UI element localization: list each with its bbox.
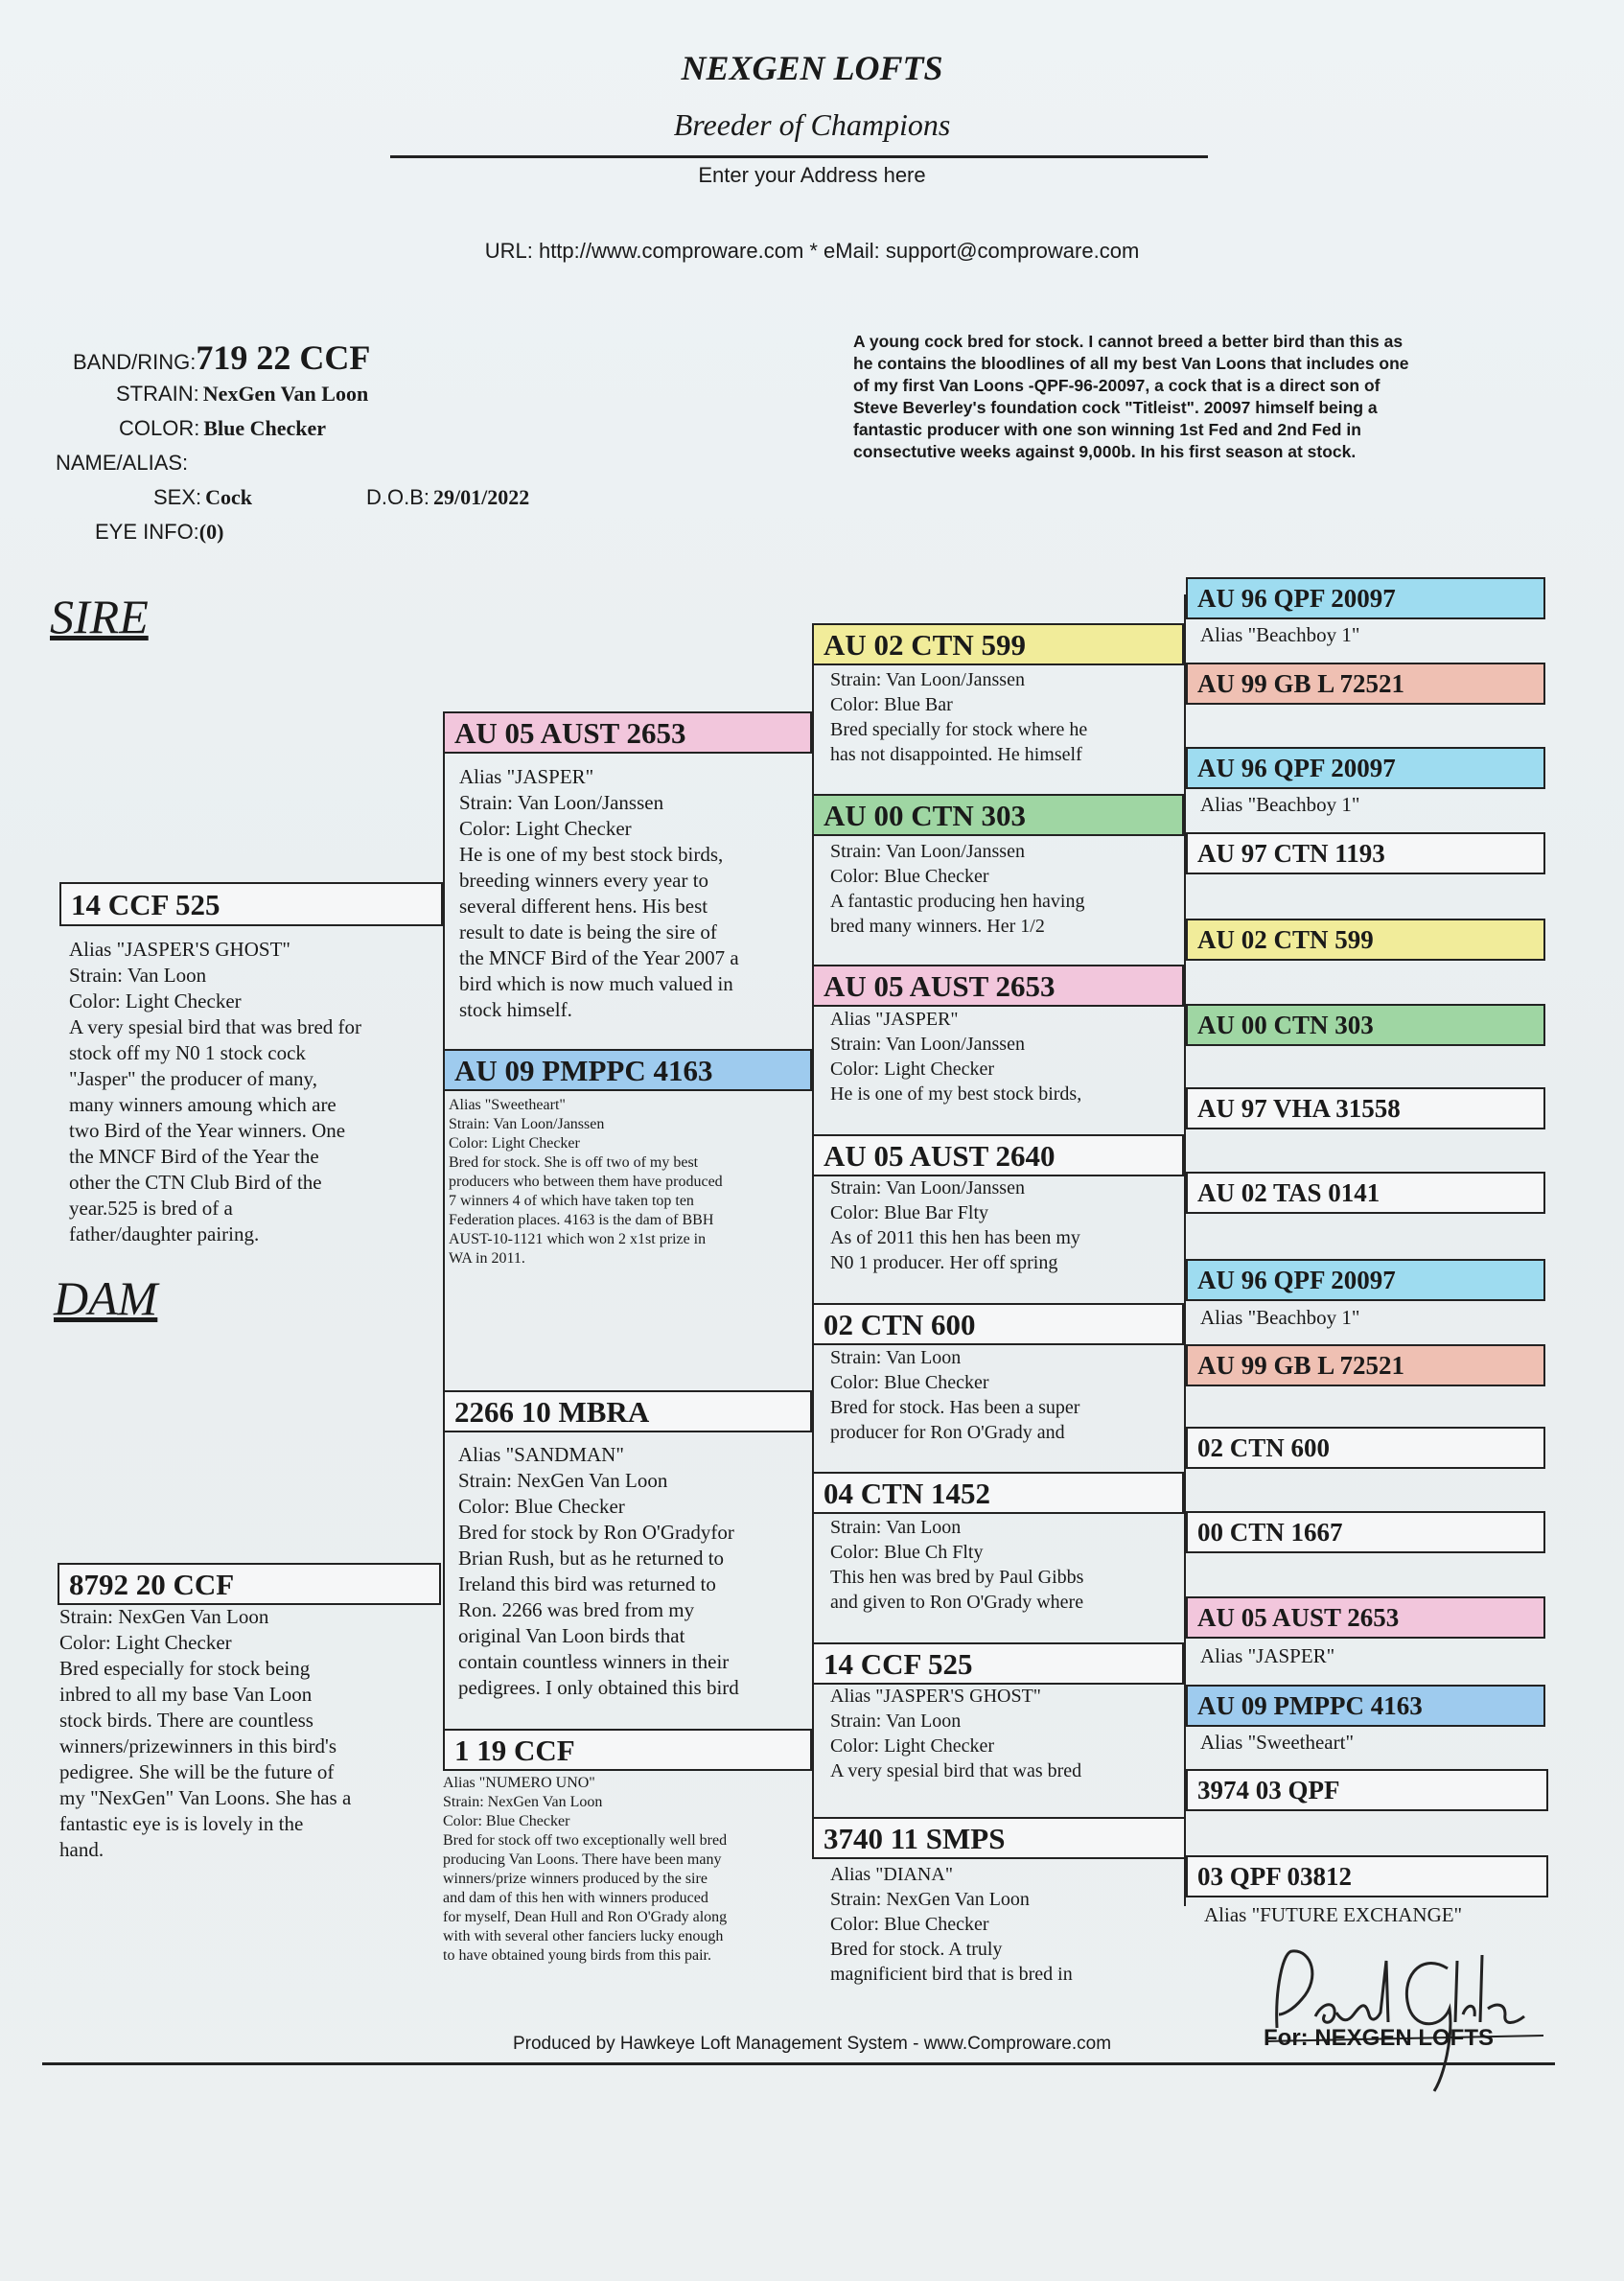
for-loft: For: NEXGEN LOFTS [1264, 2025, 1494, 2051]
sex-value: Cock [205, 485, 253, 509]
dob-row [366, 485, 529, 510]
g4-band-7: AU 97 VHA 31558 [1186, 1087, 1545, 1129]
alias-row [56, 451, 188, 476]
g2-dam-dam-band: 1 19 CCF [443, 1729, 812, 1771]
loft-subtitle: Breeder of Champions [673, 107, 951, 142]
g2-sire-dam-band: AU 09 PMPPC 4163 [443, 1049, 812, 1091]
loft-contact: URL: http://www.comproware.com * eMail: support@comproware.com [484, 239, 1140, 263]
g4-alias-3: Alias "Beachboy 1" [1200, 793, 1360, 816]
g2-dam-sire-band: 2266 10 MBRA [443, 1390, 812, 1432]
signature-image [1265, 1922, 1553, 2095]
g4-alias-14: Alias "Sweetheart" [1200, 1731, 1355, 1754]
loft-address: Enter your Address here [698, 163, 926, 187]
sex-row [153, 485, 252, 510]
g3-info-7: Alias "JASPER'S GHOST" Strain: Van Loon Color: Light Checker A very spesial bird that was bred [830, 1686, 1082, 1781]
g4-band-13: AU 05 AUST 2653 [1186, 1596, 1545, 1639]
color-label: COLOR: [119, 416, 200, 440]
g4-band-9: AU 96 QPF 20097 [1186, 1259, 1545, 1301]
band-row [73, 337, 370, 378]
g4-band-1: AU 96 QPF 20097 [1186, 577, 1545, 619]
dob-value: 29/01/2022 [433, 485, 530, 509]
g2-dam-dam-info: Alias "NUMERO UNO" Strain: NexGen Van Loon Color: Blue Checker Bred for stock off two exceptionally well bred producing Van Loons. There have been many winners/prize winners produced by the sire and dam of this hen with winners produced for myself, Dean Hull and Ron O'Grady along with with several other fanciers lucky enough to have obtained young birds from this pair. [443, 1775, 728, 1964]
strain-row [116, 382, 368, 407]
band-label: BAND/RING: [73, 350, 197, 374]
g3-info-2: Strain: Van Loon/Janssen Color: Blue Checker A fantastic producing hen having bred many winners. Her 1/2 [830, 841, 1085, 937]
dob-label: D.O.B: [366, 485, 430, 509]
header-divider [390, 155, 1208, 158]
g3-band-8: 3740 11 SMPS [812, 1817, 1186, 1859]
g3-band-3: AU 05 AUST 2653 [812, 965, 1184, 1007]
g3-info-4: Strain: Van Loon/Janssen Color: Blue Bar Flty As of 2011 this hen has been my N0 1 producer. Her off spring [830, 1177, 1080, 1273]
sire-info: Alias "JASPER'S GHOST" Strain: Van Loon Color: Light Checker A very spesial bird that was bred for stock off my N0 1 stock cock "Jasper" the producer of many, many winners amoung which are two Bird of the Year winners. One the MNCF Bird of the Year the other the CTN Club Bird of the year.525 is bred of a father/daughter pairing. [69, 938, 362, 1245]
g2-sire-sire-band: AU 05 AUST 2653 [443, 711, 812, 754]
g3-band-2: AU 00 CTN 303 [812, 794, 1184, 836]
g4-band-16: 03 QPF 03812 [1186, 1855, 1548, 1897]
g4-band-10: AU 99 GB L 72521 [1186, 1344, 1545, 1386]
alias-label: NAME/ALIAS: [56, 451, 189, 475]
color-row [119, 416, 326, 441]
g2-sire-sire-info: Alias "JASPER" Strain: Van Loon/Janssen Color: Light Checker He is one of my best stock birds, breeding winners every year to several different hens. His best result to date is being the sire of the MNCF Bird of the Year 2007 a bird which is now much valued in stock himself. [459, 765, 739, 1021]
g3-band-6: 04 CTN 1452 [812, 1472, 1184, 1514]
g3-info-8: Alias "DIANA" Strain: NexGen Van Loon Color: Blue Checker Bred for stock. A truly magnificient bird that is bred in [830, 1864, 1073, 1985]
g3-info-3: Alias "JASPER" Strain: Van Loon/Janssen Color: Light Checker He is one of my best stock birds, [830, 1009, 1082, 1105]
dam-heading: DAM [54, 1271, 158, 1325]
g4-band-14: AU 09 PMPPC 4163 [1186, 1685, 1545, 1727]
strain-label: STRAIN: [116, 382, 199, 406]
sire-heading: SIRE [50, 590, 149, 643]
g3-info-5: Strain: Van Loon Color: Blue Checker Bred for stock. Has been a super producer for Ron O'Grady and [830, 1347, 1080, 1443]
g3-band-5: 02 CTN 600 [812, 1303, 1184, 1345]
sex-label: SEX: [153, 485, 202, 509]
g4-band-2: AU 99 GB L 72521 [1186, 663, 1545, 705]
footer-divider [42, 2062, 1555, 2065]
g4-alias-13: Alias "JASPER" [1200, 1644, 1335, 1667]
g3-band-4: AU 05 AUST 2640 [812, 1134, 1184, 1176]
g3-band-1: AU 02 CTN 599 [812, 623, 1184, 665]
g2-dam-sire-info: Alias "SANDMAN" Strain: NexGen Van Loon Color: Blue Checker Bred for stock by Ron O'Gradyfor Brian Rush, but as he returned to Ireland this bird was returned to Ron. 2266 was bred from my original Van Loon birds that contain countless winners in their pedigrees. I only obtained this bird [458, 1443, 739, 1699]
bird-description: A young cock bred for stock. I cannot breed a better bird than this as he contains the bloodlines of all my best Van Loons that includes one of my first Van Loons -QPF-96-20097, a cock that is a direct son of Steve Beverley's foundation cock "Titleist". 20097 himself being a fantastic producer with one son winning 1st Fed and 2nd Fed in consectutive weeks against 9,000b. In his first season at stock. [853, 332, 1409, 461]
eye-value: (0) [198, 520, 224, 544]
produced-by: Produced by Hawkeye Loft Management System - www.Comproware.com [512, 2034, 1112, 2054]
g4-band-8: AU 02 TAS 0141 [1186, 1172, 1545, 1214]
g4-band-15: 3974 03 QPF [1186, 1769, 1548, 1811]
g4-band-3: AU 96 QPF 20097 [1186, 747, 1545, 789]
g4-alias-16: Alias "FUTURE EXCHANGE" [1204, 1903, 1463, 1926]
strain-value: NexGen Van Loon [202, 382, 369, 406]
sire-band: 14 CCF 525 [59, 882, 443, 926]
g4-band-6: AU 00 CTN 303 [1186, 1004, 1545, 1046]
dam-band: 8792 20 CCF [58, 1563, 441, 1605]
color-value: Blue Checker [203, 416, 327, 440]
g2-sire-dam-info: Alias "Sweetheart" Strain: Van Loon/Janssen Color: Light Checker Bred for stock. She is off two of my best producers who between them have produced 7 winners 4 of which have taken top ten Federation places. 4163 is the dam of BBH AUST-10-1121 which won 2 x1st prize in WA in 2011. [449, 1097, 723, 1267]
band-value: 719 22 CCF [196, 338, 371, 377]
dam-info: Strain: NexGen Van Loon Color: Light Checker Bred especially for stock being inbred to all my base Van Loon stock birds. There are countless winners/prizewinners in this bird's pedigree. She will be the future of my "NexGen" Van Loons. She has a fantastic eye is is lovely in the hand. [59, 1605, 352, 1861]
g3-info-6: Strain: Van Loon Color: Blue Ch Flty This hen was bred by Paul Gibbs and given to Ron O'Grady where [830, 1517, 1084, 1613]
g4-band-5: AU 02 CTN 599 [1186, 919, 1545, 961]
eye-label: EYE INFO: [95, 520, 199, 544]
g4-alias-1: Alias "Beachboy 1" [1200, 623, 1360, 646]
g4-band-4: AU 97 CTN 1193 [1186, 832, 1545, 874]
g4-band-12: 00 CTN 1667 [1186, 1511, 1545, 1553]
eye-row [95, 520, 223, 545]
g3-band-7: 14 CCF 525 [812, 1642, 1184, 1685]
g4-band-11: 02 CTN 600 [1186, 1427, 1545, 1469]
g3-info-1: Strain: Van Loon/Janssen Color: Blue Bar Bred specially for stock where he has not disappointed. He himself [830, 669, 1088, 765]
g4-alias-9: Alias "Beachboy 1" [1200, 1306, 1360, 1329]
gen1-connector [443, 752, 445, 1760]
loft-title: NEXGEN LOFTS [681, 49, 943, 87]
